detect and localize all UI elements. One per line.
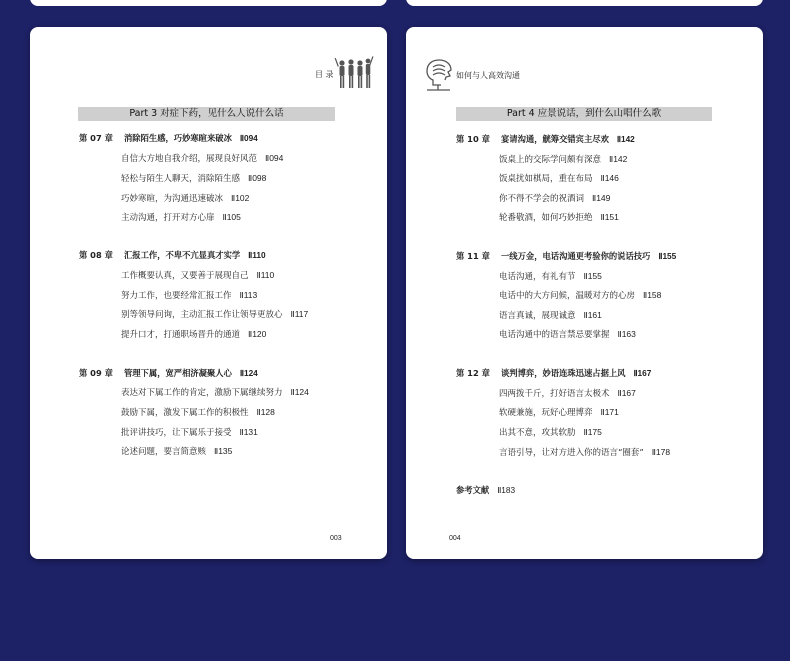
- chapter-number: 第 11 章: [456, 251, 490, 261]
- section-entry[interactable]: [499, 212, 619, 224]
- previous-page-left-edge: [30, 0, 387, 6]
- page-folio: 003: [330, 535, 342, 542]
- section-title: 工作概要认真，又要善于展现自己: [121, 271, 249, 281]
- section-title: 出其不意，攻其软肋: [499, 428, 576, 438]
- section-entry[interactable]: [499, 407, 619, 419]
- chapter-heading[interactable]: [79, 133, 258, 144]
- page-number: Ⅱ155: [658, 251, 677, 261]
- chapter-title: 消除陌生感，巧妙寒暄来破冰: [124, 133, 232, 143]
- page-number: Ⅱ094: [265, 153, 284, 163]
- page-number: Ⅱ158: [643, 290, 662, 300]
- section-title: 提升口才，打通职场晋升的通道: [121, 330, 241, 340]
- section-title: 电话沟通中的语言禁忌要掌握: [499, 330, 610, 340]
- page-number: Ⅱ183: [497, 485, 516, 495]
- section-title: 自信大方地自我介绍，展现良好风范: [121, 154, 258, 164]
- chapter-number: 第 07 章: [79, 133, 113, 143]
- section-title: 轮番敬酒，如何巧妙拒绝: [499, 213, 593, 223]
- section-title: 轻松与陌生人聊天，消除陌生感: [121, 174, 241, 184]
- section-title: 巧妙寒暄，为沟通迅速破冰: [121, 194, 224, 204]
- section-entry[interactable]: [499, 329, 636, 341]
- section-entry[interactable]: [499, 310, 602, 322]
- page-number: Ⅱ113: [239, 290, 258, 300]
- page-number: Ⅱ102: [231, 193, 250, 203]
- chapter-heading[interactable]: [79, 368, 258, 379]
- page-number: Ⅱ155: [583, 271, 602, 281]
- page-number: Ⅱ171: [600, 407, 619, 417]
- section-entry[interactable]: [121, 387, 309, 399]
- toc-page-left: [30, 27, 387, 559]
- chapter-heading[interactable]: [456, 368, 651, 379]
- toc-page-right: [406, 27, 763, 559]
- section-title: 言语引导，让对方进入你的语言“圈套”: [499, 448, 644, 458]
- section-entry[interactable]: [121, 173, 266, 185]
- section-entry[interactable]: [121, 427, 258, 439]
- section-entry[interactable]: [121, 446, 232, 458]
- chapter-heading[interactable]: [456, 134, 635, 145]
- section-title: 四两拨千斤，打好语言太极术: [499, 389, 610, 399]
- header-label: 目 录: [315, 70, 334, 79]
- section-entry[interactable]: [121, 407, 275, 419]
- page-number: Ⅱ142: [609, 154, 628, 164]
- section-title: 努力工作，也要经常汇报工作: [121, 291, 232, 301]
- section-entry[interactable]: [499, 154, 627, 166]
- page-number: Ⅱ110: [256, 270, 275, 280]
- section-entry[interactable]: [499, 427, 602, 439]
- section-title: 表达对下属工作的肯定，激励下属继续努力: [121, 388, 283, 398]
- chapter-heading[interactable]: [456, 251, 676, 262]
- page-number: Ⅱ135: [214, 446, 233, 456]
- page-number: Ⅱ142: [616, 134, 635, 144]
- section-title: 别等领导问询，主动汇报工作让领导更放心: [121, 310, 283, 320]
- section-title: 论述问题，要言简意赅: [121, 447, 207, 457]
- part-title-bar: Part 3 对症下药，见什么人说什么话: [78, 107, 335, 121]
- section-entry[interactable]: [499, 290, 661, 302]
- section-entry[interactable]: [121, 270, 274, 282]
- speech-head-logo-icon: [424, 57, 454, 93]
- page-number: Ⅱ124: [239, 368, 258, 378]
- page-number: Ⅱ146: [600, 173, 619, 183]
- page-number: Ⅱ161: [583, 310, 602, 320]
- section-entry[interactable]: [121, 309, 308, 321]
- page-number: Ⅱ178: [651, 447, 671, 457]
- page-number: Ⅱ151: [600, 212, 619, 222]
- chapter-number: 第 08 章: [79, 250, 113, 260]
- people-illustration-icon: [334, 55, 374, 91]
- page-number: Ⅱ163: [617, 329, 636, 339]
- page-number: Ⅱ128: [256, 407, 275, 417]
- section-entry[interactable]: [499, 388, 636, 400]
- page-number: Ⅱ120: [248, 329, 267, 339]
- page-number: Ⅱ105: [222, 212, 241, 222]
- section-entry[interactable]: [121, 290, 257, 302]
- previous-page-right-edge: [406, 0, 763, 6]
- page-number: Ⅱ094: [239, 133, 258, 143]
- page-number: Ⅱ175: [583, 427, 602, 437]
- references-entry[interactable]: [456, 485, 515, 496]
- chapter-title: 宴请沟通，觥筹交错宾主尽欢: [501, 134, 609, 144]
- section-title: 语言真诚，展现诚意: [499, 311, 576, 321]
- chapter-number: 第 10 章: [456, 134, 490, 144]
- section-title: 你不得不学会的祝酒词: [499, 194, 585, 204]
- section-entry[interactable]: [499, 447, 670, 459]
- section-title: 电话沟通，有礼有节: [499, 272, 576, 282]
- page-number: Ⅱ117: [290, 309, 309, 319]
- chapter-heading[interactable]: [79, 250, 266, 261]
- page-number: Ⅱ124: [290, 387, 309, 397]
- section-entry[interactable]: [121, 193, 249, 205]
- section-title: 主动沟通，打开对方心扉: [121, 213, 215, 223]
- section-entry[interactable]: [121, 212, 241, 224]
- page-folio: 004: [449, 535, 461, 542]
- chapter-number: 第 09 章: [79, 368, 113, 378]
- page-number: Ⅱ110: [248, 250, 266, 260]
- section-title: 电话中的大方问候，温暖对方的心房: [499, 291, 636, 301]
- page-number: Ⅱ149: [592, 193, 611, 203]
- section-entry[interactable]: [121, 153, 283, 165]
- page-number: Ⅱ131: [239, 427, 258, 437]
- chapter-title: 汇报工作，不卑不亢显真才实学: [124, 250, 241, 260]
- chapter-number: 第 12 章: [456, 368, 490, 378]
- header-label: 如何与人高效沟通: [456, 71, 520, 80]
- section-entry[interactable]: [499, 193, 610, 205]
- chapter-title: 一线万金，电话沟通更考验你的说话技巧: [501, 251, 651, 261]
- chapter-title: 管理下属，宽严相济凝聚人心: [124, 368, 232, 378]
- part-title-bar: Part 4 应景说话，到什么山唱什么歌: [456, 107, 712, 121]
- page-number: Ⅱ098: [248, 173, 267, 183]
- section-title: 鼓励下属，激发下属工作的积极性: [121, 408, 249, 418]
- section-entry[interactable]: [499, 271, 602, 283]
- section-title: 软硬兼施，玩好心理博弈: [499, 408, 593, 418]
- chapter-title: 谈判博弈，妙语连珠迅速占据上风: [501, 368, 626, 378]
- section-title: 批评讲技巧，让下属乐于接受: [121, 428, 232, 438]
- section-title: 饭桌上的交际学问颇有深意: [499, 155, 602, 165]
- section-title: 饭桌扰如棋局，重在布局: [499, 174, 593, 184]
- section-entry[interactable]: [499, 173, 619, 185]
- section-entry[interactable]: [121, 329, 266, 341]
- page-number: Ⅱ167: [617, 388, 636, 398]
- page-number: Ⅱ167: [633, 368, 652, 378]
- references-label: 参考文献: [456, 485, 490, 495]
